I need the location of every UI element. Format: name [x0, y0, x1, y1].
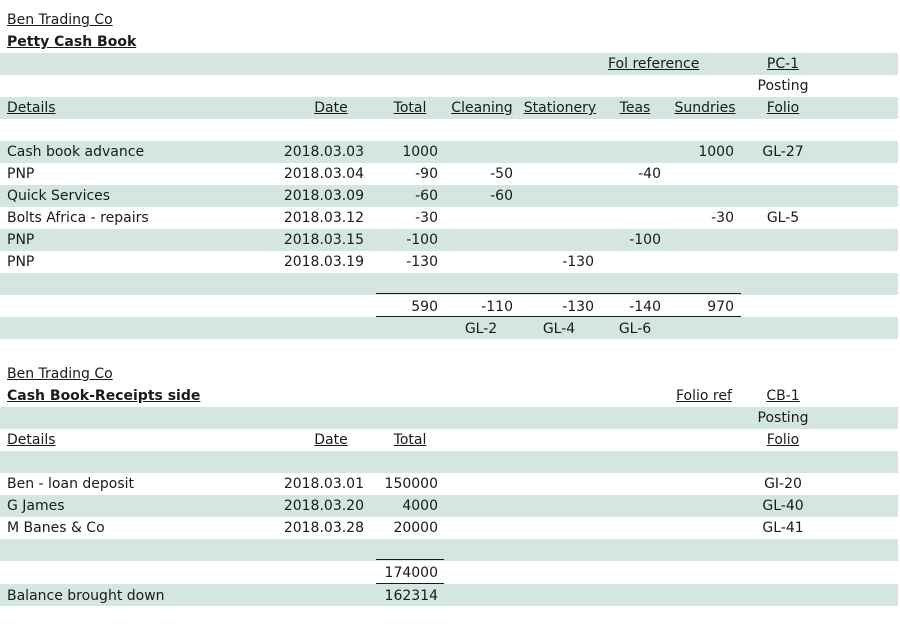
gl-ref-cleaning: GL-2: [464, 321, 498, 337]
cb-sum-total: 174000: [384, 565, 438, 581]
row-details: G James: [7, 498, 65, 514]
cb-company-row: [0, 363, 898, 385]
cb-spacer-row: [0, 451, 898, 473]
row-teas: [600, 185, 661, 207]
table-row: [0, 229, 898, 251]
row-stationery: [522, 207, 594, 229]
row-total: -30: [415, 210, 438, 226]
row-details: Bolts Africa - repairs: [7, 210, 149, 226]
row-cleaning: -50: [490, 166, 513, 182]
cb-title-row: [0, 385, 898, 407]
header-total: Total: [393, 432, 427, 448]
row-details: PNP: [7, 232, 35, 248]
row-folio: [744, 251, 822, 273]
row-folio: [744, 229, 822, 251]
row-total: 1000: [402, 144, 438, 160]
pc-title-row: [0, 31, 898, 53]
row-folio: GL-27: [762, 144, 804, 160]
row-cleaning: [450, 229, 513, 251]
header-cleaning: Cleaning: [451, 100, 513, 116]
header-sundries: Sundries: [674, 100, 736, 116]
row-sundries: [664, 163, 734, 185]
row-date: 2018.03.12: [283, 210, 364, 226]
row-sundries: [664, 229, 734, 251]
cleaning-sum: -110: [481, 299, 513, 315]
row-sundries: -30: [711, 210, 734, 226]
fol-reference-label: Fol reference: [608, 56, 700, 72]
row-total: -60: [415, 188, 438, 204]
table-row: [0, 495, 898, 517]
table-row: [0, 473, 898, 495]
pc-blank-row: [0, 273, 898, 295]
total-sum: 590: [411, 299, 438, 315]
table-row: [0, 517, 898, 539]
folio-ref-label: Folio ref: [676, 388, 732, 404]
header-stationery: Stationery: [523, 100, 597, 116]
cash-book-title: Cash Book-Receipts side: [7, 388, 201, 404]
row-date: 2018.03.28: [283, 520, 364, 536]
balance-value: 162314: [384, 588, 438, 604]
row-details: PNP: [7, 166, 35, 182]
pc-totals-row: [0, 296, 898, 318]
gl-ref-teas: GL-6: [618, 321, 652, 337]
row-details: PNP: [7, 254, 35, 270]
row-sundries: [664, 185, 734, 207]
stationery-sum: -130: [562, 299, 594, 315]
header-total: Total: [393, 100, 427, 116]
row-folio: [744, 163, 822, 185]
posting-label: Posting: [757, 410, 809, 426]
row-folio: GL-41: [762, 520, 804, 536]
pc-company-row: [0, 9, 898, 31]
cb-header-row: [0, 429, 898, 451]
header-teas: Teas: [619, 100, 651, 116]
row-total: 150000: [384, 476, 438, 492]
row-details: Ben - loan deposit: [7, 476, 135, 492]
row-sundries: [664, 251, 734, 273]
row-teas: -100: [629, 232, 661, 248]
row-date: 2018.03.03: [283, 144, 364, 160]
header-folio: Folio: [766, 100, 800, 116]
row-total: -100: [406, 232, 438, 248]
company-name: Ben Trading Co: [7, 12, 113, 28]
row-date: 2018.03.20: [283, 498, 364, 514]
row-folio: GI-20: [764, 476, 802, 492]
row-date: 2018.03.15: [283, 232, 364, 248]
row-cleaning: [450, 141, 513, 163]
pc-gl-refs-row: [0, 317, 898, 339]
row-date: 2018.03.04: [283, 166, 364, 182]
row-details: Quick Services: [7, 188, 111, 204]
header-folio: Folio: [766, 432, 800, 448]
row-total: -130: [406, 254, 438, 270]
cb-blank-row: [0, 539, 898, 561]
pc-spacer-row: [0, 119, 898, 141]
gl-ref-stationery: GL-4: [542, 321, 576, 337]
row-date: 2018.03.01: [283, 476, 364, 492]
sundries-sum: 970: [707, 299, 734, 315]
header-details: Details: [7, 432, 56, 448]
row-teas: [600, 251, 661, 273]
row-total: 20000: [393, 520, 438, 536]
cb-posting-row: [0, 407, 898, 429]
table-row: [0, 251, 898, 273]
pc-fol-ref-row: [0, 53, 898, 75]
table-row: [0, 141, 898, 163]
totals-rule-top: [376, 293, 741, 294]
row-folio: GL-5: [766, 210, 800, 226]
fol-reference-value: PC-1: [766, 56, 800, 72]
balance-label: Balance brought down: [7, 588, 165, 604]
row-stationery: [522, 163, 594, 185]
row-total: 4000: [402, 498, 438, 514]
row-total: -90: [415, 166, 438, 182]
petty-cash-title: Petty Cash Book: [7, 34, 137, 50]
row-stationery: [522, 229, 594, 251]
row-stationery: [522, 141, 594, 163]
row-cleaning: [450, 207, 513, 229]
cb-total-rule-top: [376, 559, 444, 560]
pc-header-row: [0, 97, 898, 119]
row-date: 2018.03.19: [283, 254, 364, 270]
row-date: 2018.03.09: [283, 188, 364, 204]
posting-label: Posting: [757, 78, 809, 94]
row-cleaning: [450, 251, 513, 273]
teas-sum: -140: [629, 299, 661, 315]
table-row: [0, 163, 898, 185]
header-date: Date: [314, 100, 348, 116]
folio-ref-value: CB-1: [766, 388, 800, 404]
table-row: [0, 207, 898, 229]
row-stationery: [522, 185, 594, 207]
table-row: [0, 185, 898, 207]
row-sundries: 1000: [698, 144, 734, 160]
cb-balance-row: [0, 584, 898, 606]
row-folio: GL-40: [762, 498, 804, 514]
header-details: Details: [7, 100, 56, 116]
row-cleaning: -60: [490, 188, 513, 204]
row-details: Cash book advance: [7, 144, 145, 160]
row-stationery: -130: [562, 254, 594, 270]
pc-posting-row: [0, 75, 898, 97]
row-details: M Banes & Co: [7, 520, 105, 536]
cb-sum-row: [0, 562, 898, 584]
row-teas: [600, 141, 661, 163]
header-date: Date: [314, 432, 348, 448]
row-teas: -40: [638, 166, 661, 182]
row-folio: [744, 185, 822, 207]
row-teas: [600, 207, 661, 229]
company-name: Ben Trading Co: [7, 366, 113, 382]
